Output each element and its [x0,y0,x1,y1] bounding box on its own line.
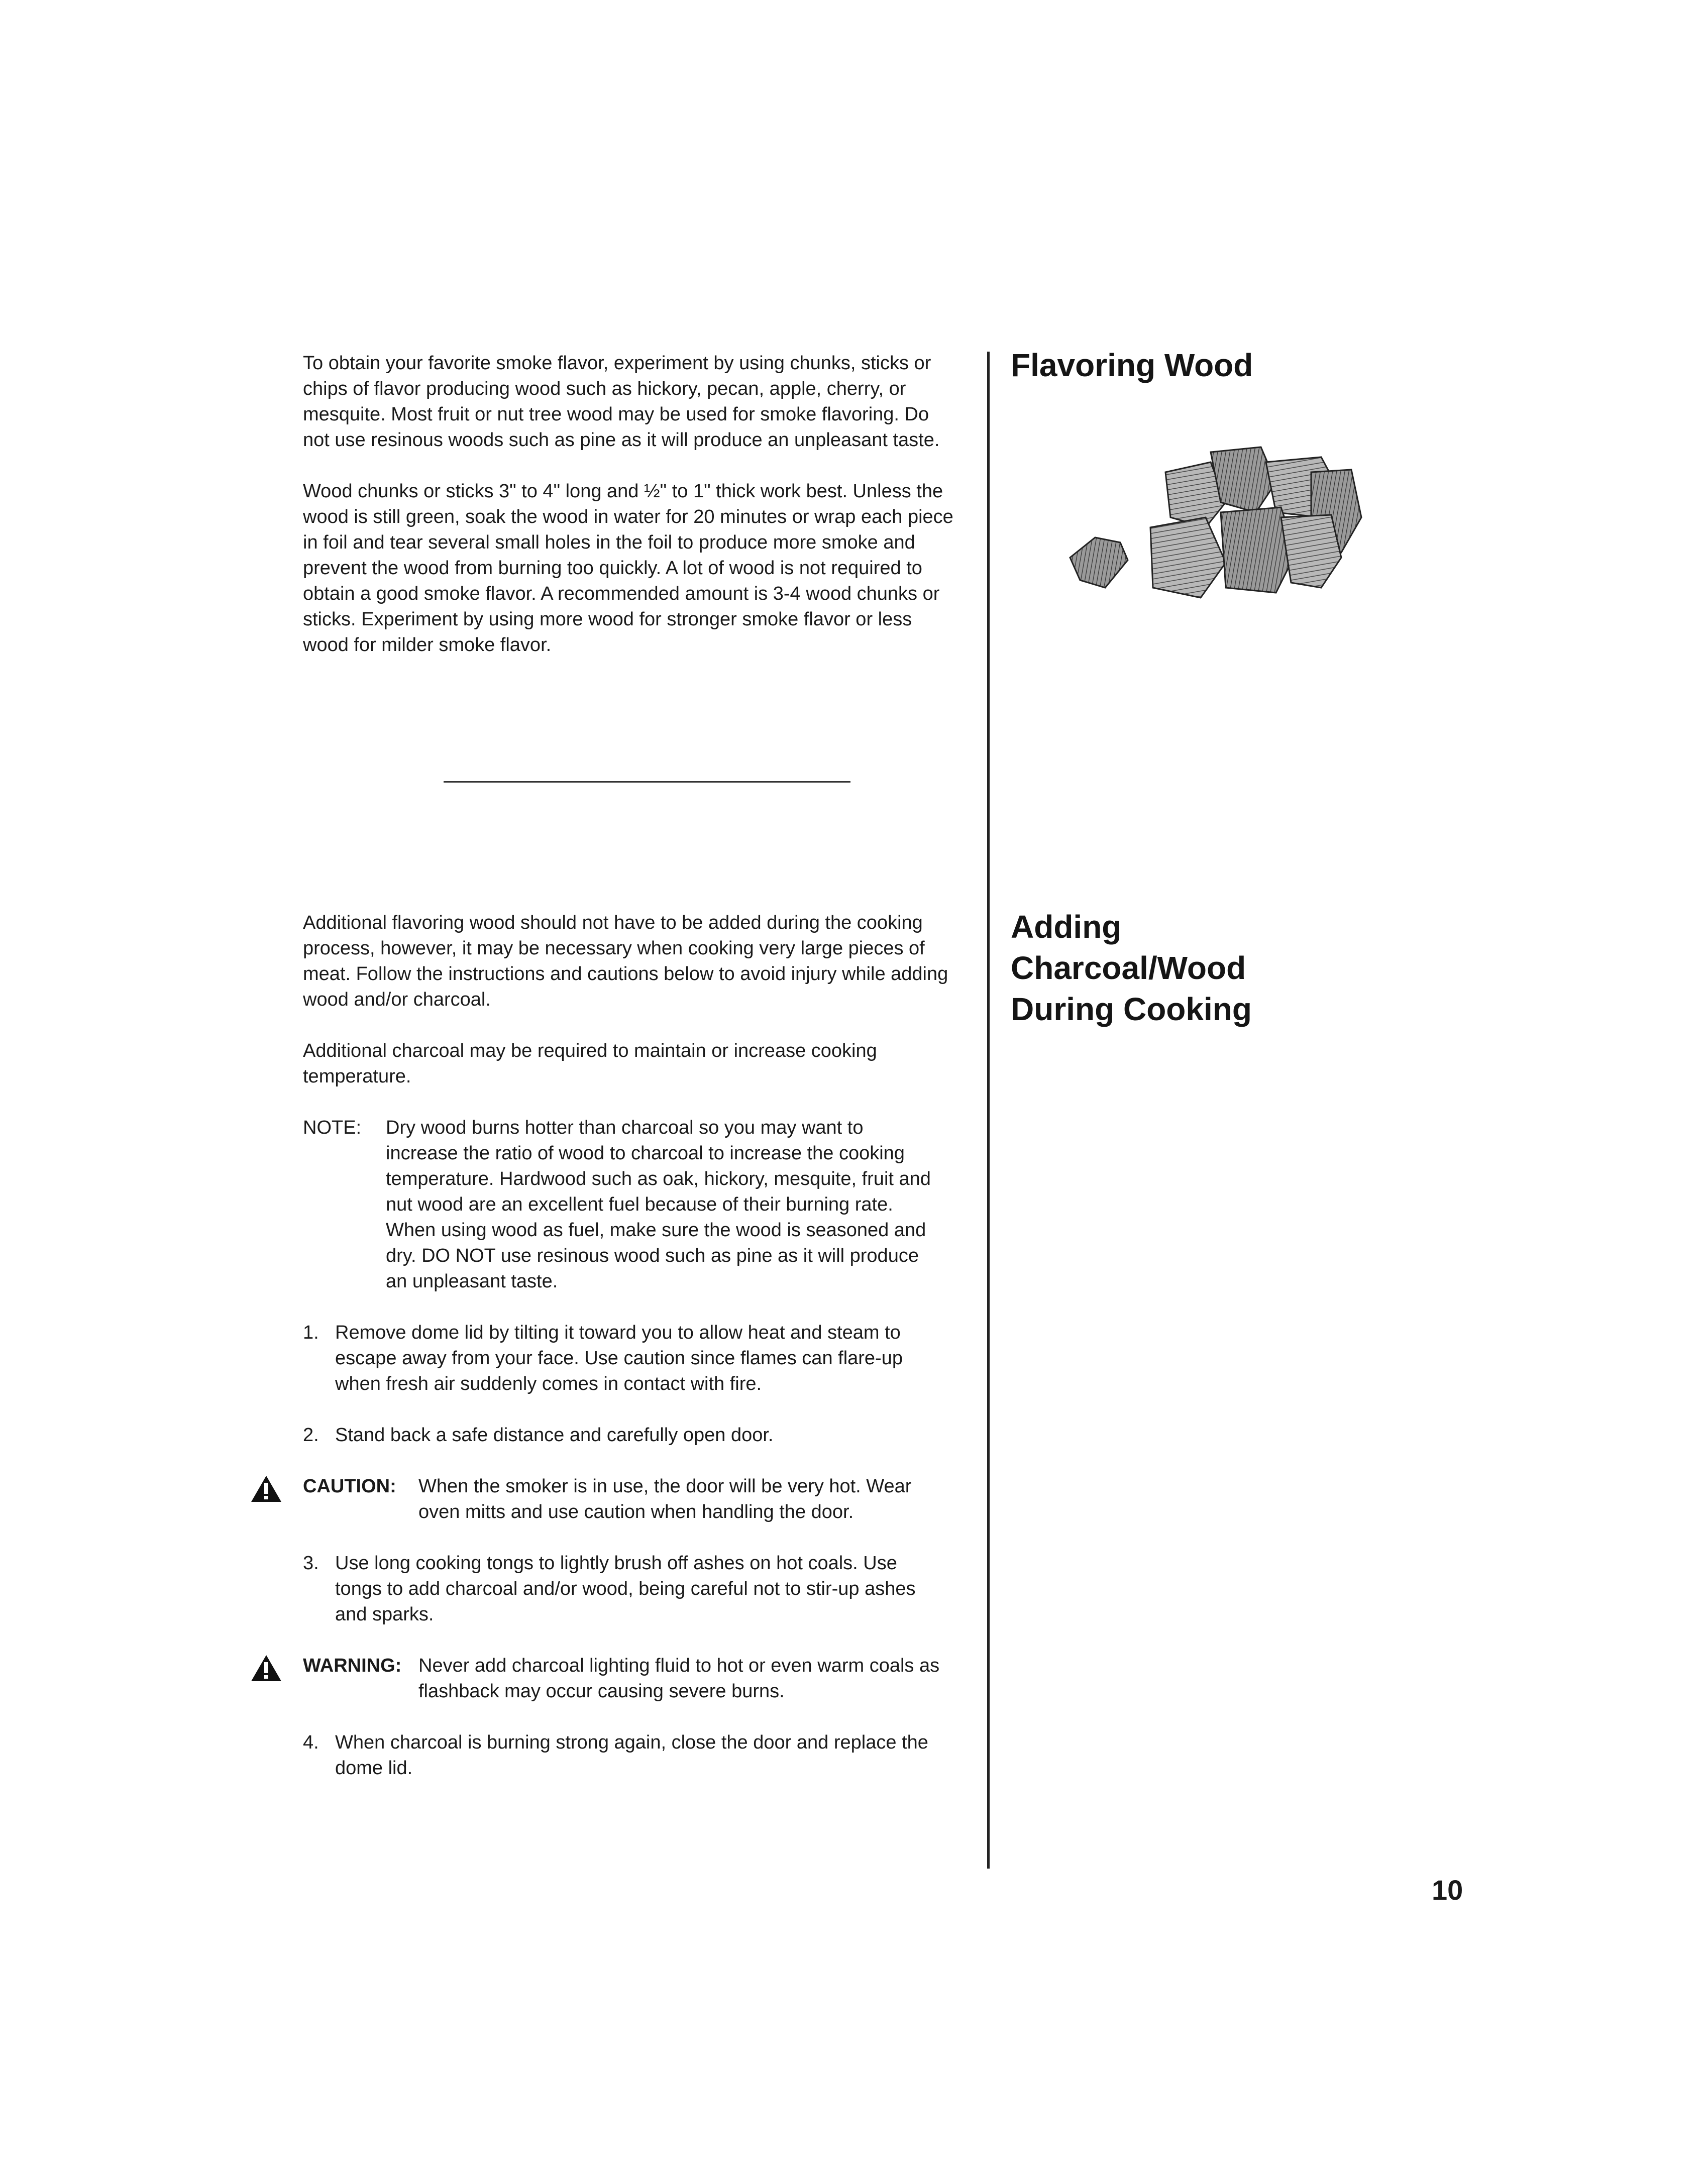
flavoring-wood-heading: Flavoring Wood [1011,347,1253,383]
column-rule [987,352,990,1869]
step-number: 3. [303,1553,319,1574]
step-number: 1. [303,1322,319,1343]
flavoring-wood-section [303,351,956,658]
step-1 [303,1320,956,1397]
adding-charcoal-section [303,910,956,1781]
warning-label: WARNING: [303,1655,402,1676]
adding-paragraph-1: Additional flavoring wood should not have to be added during the cooking process, however, it may be necessary when cooking very large pieces of meat. Follow the instructions and cautions below to avoid injury while adding wood and/or charcoal. [303,912,948,1010]
section-divider [444,781,850,783]
note-text: Dry wood burns hotter than charcoal so you may want to increase the ratio of wood to charcoal to increase the cooking temperature. Hardwood such as oak, hickory, mesquite, fruit and nut wood are an excellent fuel because of their burning rate. When using wood as fuel, make sure the wood is seasoned and dry. DO NOT use resinous wood such as pine as it will produce an unpleasant taste. [386,1117,931,1292]
flavoring-paragraph-1: To obtain your favorite smoke flavor, experiment by using chunks, sticks or chips of flavor producing wood such as hickory, pecan, apple, cherry, or mesquite. Most fruit or nut tree wood may be used for smoke flavoring. Do not use resinous woods such as pine as it will produce an unpleasant taste. [303,353,940,451]
step-number: 2. [303,1425,319,1446]
warning-block [303,1653,956,1704]
page-number: 10 [1432,1874,1463,1906]
wood-chunks-illustration [1060,442,1366,613]
note-label: NOTE: [303,1117,362,1138]
adding-heading-line-1: Adding [1011,909,1122,945]
step-number: 4. [303,1732,319,1753]
caution-text: When the smoker is in use, the door will be very hot. Wear oven mitts and use caution when handling the door. [418,1476,912,1522]
step-3 [303,1551,956,1627]
step-text: Stand back a safe distance and carefully open door. [335,1425,774,1446]
adding-paragraph-2: Additional charcoal may be required to maintain or increase cooking temperature. [303,1040,877,1087]
warning-triangle-icon [250,1475,282,1503]
caution-label: CAUTION: [303,1476,396,1497]
step-text: When charcoal is burning strong again, close the door and replace the dome lid. [335,1732,928,1779]
warning-text: Never add charcoal lighting fluid to hot or even warm coals as flashback may occur causing severe burns. [418,1655,940,1702]
caution-block [303,1474,956,1525]
adding-heading-line-3: During Cooking [1011,991,1252,1027]
warning-triangle-icon [250,1654,282,1682]
step-4 [303,1730,956,1781]
adding-charcoal-heading [1011,906,1252,1030]
step-text: Use long cooking tongs to lightly brush off ashes on hot coals. Use tongs to add charcoal and/or wood, being careful not to stir-up ashes and sparks. [335,1553,916,1625]
step-text: Remove dome lid by tilting it toward you to allow heat and steam to escape away from your face. Use caution since flames can flare-up when fresh air suddenly comes in contact with fire. [335,1322,903,1394]
adding-heading-line-2: Charcoal/Wood [1011,950,1246,986]
note-block [303,1115,956,1294]
flavoring-paragraph-2: Wood chunks or sticks 3" to 4" long and ½" to 1" thick work best. Unless the wood is still green, soak the wood in water for 20 minutes or wrap each piece in foil and tear several small holes in the foil to produce more smoke and prevent the wood from burning too quickly. A lot of wood is not required to obtain a good smoke flavor. A recommended amount is 3-4 wood chunks or sticks. Experiment by using more wood for stronger smoke flavor or less wood for milder smoke flavor. [303,481,953,656]
step-2 [303,1423,956,1448]
